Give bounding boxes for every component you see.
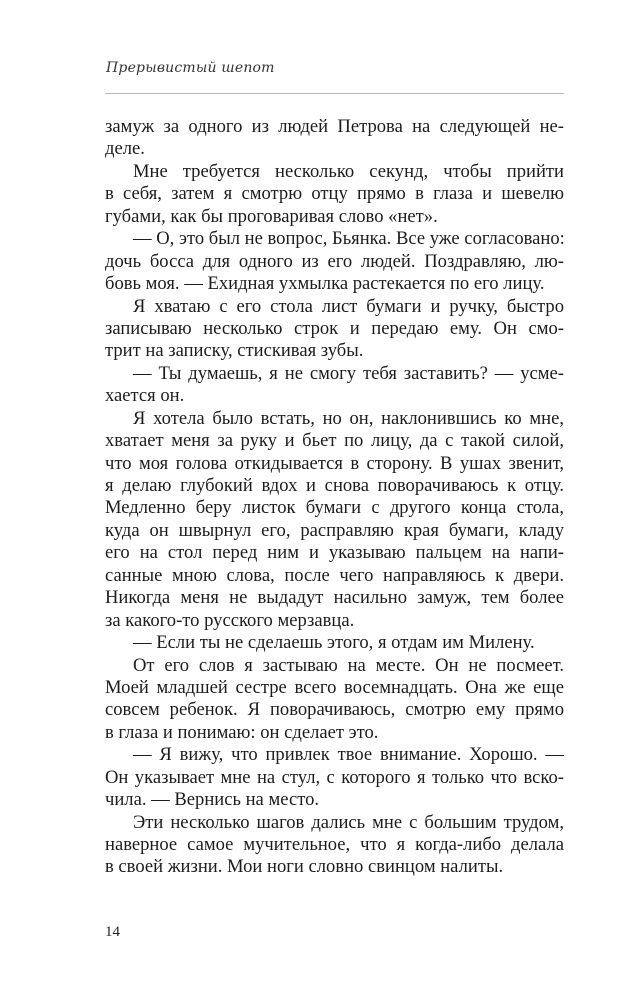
paragraph bbox=[105, 161, 564, 228]
text-line: записываю несколько строк и передаю ему. Он смо- bbox=[105, 317, 564, 339]
text-line: губами, как бы проговаривая слово «нет». bbox=[105, 205, 438, 227]
text-line: — О, это был не вопрос, Бьянка. Все уже согласовано: bbox=[133, 228, 565, 250]
text-line: — Если ты не сделаешь этого, я отдам им Милену. bbox=[133, 632, 535, 654]
paragraph bbox=[105, 296, 564, 363]
paragraph bbox=[105, 744, 564, 811]
text-line: замуж за одного из людей Петрова на следующей не- bbox=[105, 116, 564, 137]
text-line: совсем ребенок. Я поворачиваюсь, смотрю ему прямо bbox=[105, 699, 564, 721]
text-line: дочь босса для одного из его людей. Поздравляю, лю- bbox=[105, 250, 564, 272]
text-line: деле. bbox=[105, 138, 145, 160]
text-line: Он указывает мне на стул, с которого я только что вско- bbox=[105, 766, 564, 788]
text-line: что моя голова откидывается в сторону. В ушах звенит, bbox=[105, 452, 564, 474]
text-line: хается он. bbox=[105, 385, 185, 407]
text-line: бовь моя. — Ехидная ухмылка растекается по его лицу. bbox=[105, 273, 545, 295]
text-line: Я хотела было встать, но он, наклонившись ко мне, bbox=[133, 407, 564, 429]
text-line: Моей младшей сестре всего восемнадцать. Она же еще bbox=[105, 676, 564, 698]
text-line: в себя, затем я смотрю отцу прямо в глаза и шевелю bbox=[105, 183, 564, 205]
text-line: санные мною слова, после чего направляюсь к двери. bbox=[105, 564, 564, 586]
text-line: в глаза и понимаю: он сделает это. bbox=[105, 721, 379, 743]
text-line: чила. — Вернись на место. bbox=[105, 789, 320, 811]
text-line: в своей жизни. Мои ноги словно свинцом налиты. bbox=[105, 856, 504, 878]
paragraph bbox=[105, 228, 564, 295]
text-line: — Ты думаешь, я не смогу тебя заставить? — усме- bbox=[133, 362, 564, 384]
header-rule bbox=[105, 93, 564, 94]
paragraph bbox=[105, 408, 564, 632]
running-head-title: Прерывистый шепот bbox=[106, 60, 275, 76]
text-line: От его слов я застываю на месте. Он не посмеет. bbox=[133, 654, 564, 676]
paragraph bbox=[105, 116, 564, 161]
text-line: — Я вижу, что привлек твое внимание. Хорошо. — bbox=[133, 744, 564, 766]
text-line: трит на записку, стискивая зубы. bbox=[105, 340, 364, 362]
text-line: я делаю глубокий вдох и снова поворачиваюсь к отцу. bbox=[105, 475, 564, 496]
paragraph bbox=[105, 363, 564, 408]
text-line: Никогда меня не выдадут насильно замуж, тем более bbox=[105, 587, 564, 609]
text-line: Медленно беру листок бумаги с другого конца стола, bbox=[105, 497, 564, 519]
page-number: 14 bbox=[105, 924, 120, 940]
paragraph bbox=[105, 812, 564, 879]
body-text bbox=[105, 116, 564, 879]
text-line: его на стол перед ним и указываю пальцем на напи- bbox=[105, 542, 564, 564]
text-line: за какого-то русского мерзавца. bbox=[105, 609, 355, 631]
text-line: хватает меня за руку и бьет по лицу, да с такой силой, bbox=[105, 430, 564, 452]
text-line: Я хватаю с его стола лист бумаги и ручку, быстро bbox=[133, 295, 564, 317]
text-line: куда он швырнул его, расправляю края бумаги, кладу bbox=[105, 519, 564, 541]
text-line: Мне требуется несколько секунд, чтобы прийти bbox=[133, 160, 564, 182]
paragraph bbox=[105, 632, 564, 654]
paragraph bbox=[105, 655, 564, 745]
text-line: наверное самое мучительное, что я когда-либо делала bbox=[105, 834, 564, 855]
text-line: Эти несколько шагов дались мне с большим трудом, bbox=[133, 811, 564, 833]
